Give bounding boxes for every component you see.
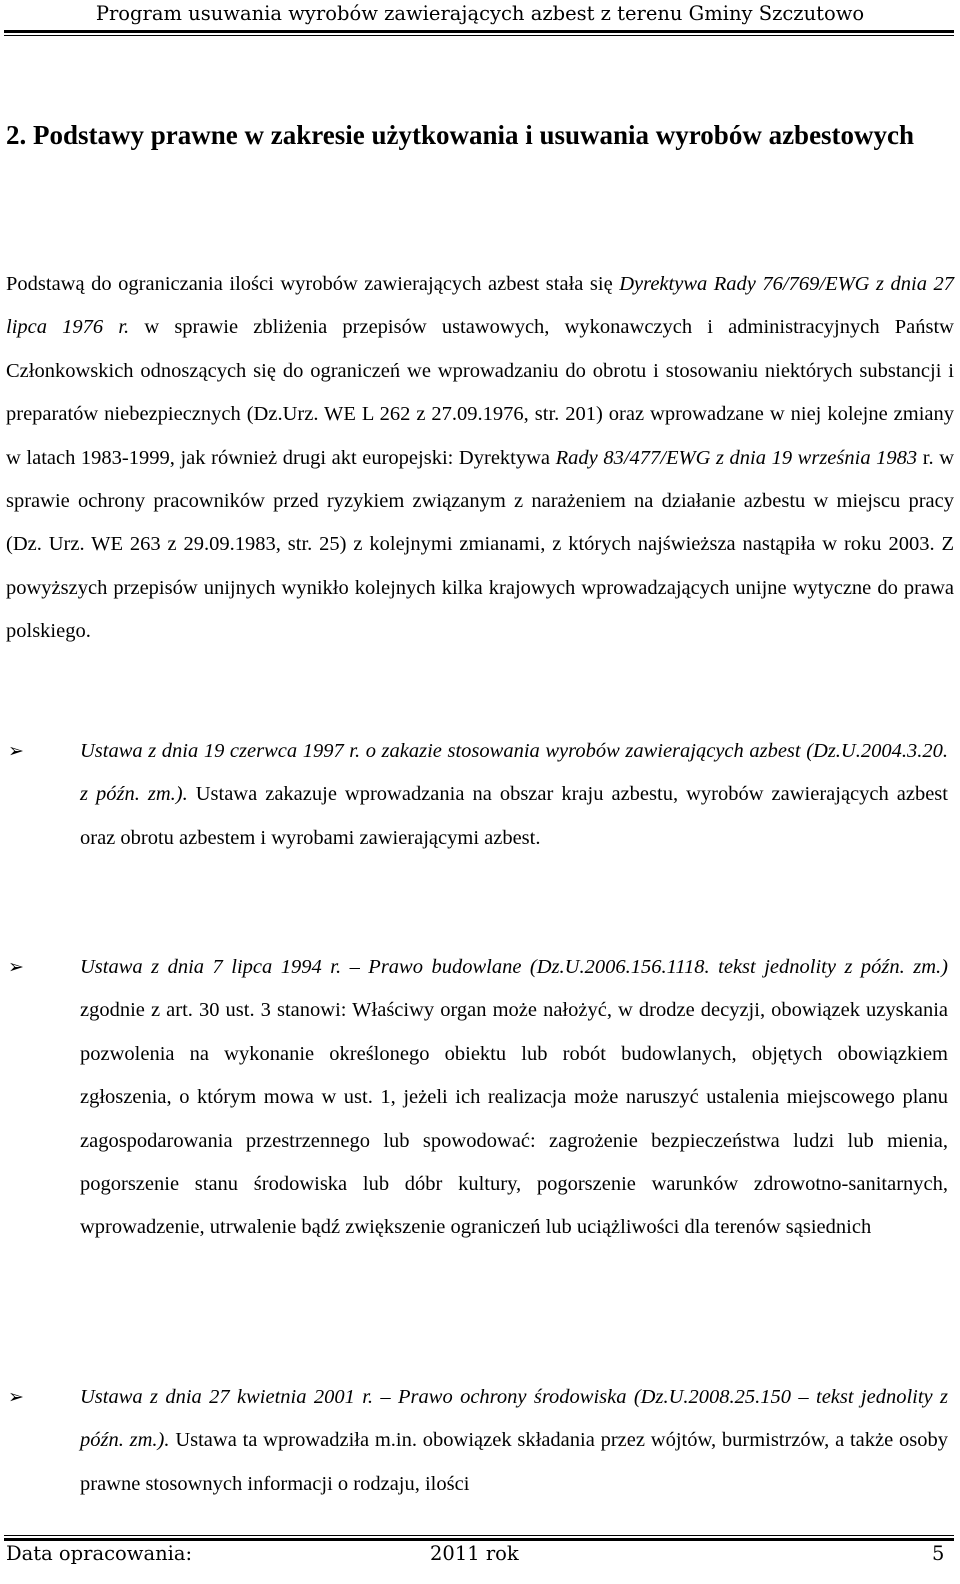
act-description: Ustawa ta wprowadziła m.in. obowiązek składania przez wójtów, burmistrzów, a także osoby prawne stosownych informacji o rodzaju, ilości (80, 1429, 948, 1495)
arrow-bullet-icon: ➢ (8, 956, 24, 978)
intro-directive-1: Dyrektywa Rady 76/769/EWG z dnia 27 lipca 1976 r. (6, 273, 954, 339)
list-item (8, 946, 948, 1250)
list-item (8, 730, 948, 860)
section-heading: 2. Podstawy prawne w zakresie użytkowania i usuwania wyrobów azbestowych (6, 120, 915, 150)
running-header: Program usuwania wyrobów zawierających azbest z terenu Gminy Szczutowo (95, 2, 865, 25)
header-divider (4, 30, 954, 36)
intro-text-1: Podstawą do ograniczania ilości wyrobów zawierających azbest stała się (6, 273, 620, 295)
list-item (8, 1376, 948, 1506)
page-number: 5 (932, 1542, 945, 1565)
footer-date-label: Data opracowania: (6, 1542, 193, 1565)
intro-text-2: w sprawie zbliżenia przepisów ustawowych, wykonawczych i administracyjnych Państw Członkowskich odnoszących się do ograniczeń we wprowadzaniu do obrotu i stosowaniu niektórych substancji i preparatów niebezpiecznych (Dz.Urz. WE L 262 z 27.09.1976, str. 201) oraz wprowadzane w niej kolejne zmiany w latach 1983-1999, jak również drugi akt europejski: Dyrektywa (6, 316, 954, 469)
arrow-bullet-icon: ➢ (8, 1386, 24, 1408)
act-title: Ustawa z dnia 27 kwietnia 2001 r. – Prawo ochrony środowiska (Dz.U.2008.25.150 – tekst jednolity z późn. zm.). (80, 1386, 948, 1452)
act-description: Ustawa zakazuje wprowadzania na obszar kraju azbestu, wyrobów zawierających azbest oraz obrotu azbestem i wyrobami zawierającymi azbest. (80, 783, 948, 849)
act-title: Ustawa z dnia 7 lipca 1994 r. – Prawo budowlane (Dz.U.2006.156.1118. tekst jednolity z późn. zm.) (80, 956, 948, 978)
intro-directive-2: Rady 83/477/EWG z dnia 19 września 1983 (555, 446, 918, 469)
intro-paragraph (6, 263, 954, 654)
intro-text-3: r. w sprawie ochrony pracowników przed ryzykiem związanym z narażeniem na działanie azbestu w miejscu pracy (Dz. Urz. WE 263 z 29.09.1983, str. 25) z kolejnymi zmianami, z których najświeższa nastąpiła w roku 2003. Z powyższych przepisów unijnych wynikło kolejnych kilka krajowych wprowadzających unijne wytyczne do prawa polskiego. (6, 446, 955, 643)
act-description: zgodnie z art. 30 ust. 3 stanowi: Właściwy organ może nałożyć, w drodze decyzji, obowiązek uzyskania pozwolenia na wykonanie określonego obiektu lub robót budowlanych, objętych obowiązkiem zgłoszenia, o którym mowa w ust. 1, jeżeli ich realizacja może naruszyć ustalenia miejscowego planu zagospodarowania przestrzennego lub spowodować: zagrożenie bezpieczeństwa ludzi lub mienia, pogorszenie stanu środowiska lub dóbr kultury, pogorszenie warunków zdrowotno-sanitarnych, wprowadzenie, utrwalenie bądź zwiększenie ograniczeń lub uciążliwości dla terenów sąsiednich (80, 999, 948, 1239)
act-title: Ustawa z dnia 19 czerwca 1997 r. o zakazie stosowania wyrobów zawierających azbest (Dz.U.2004.3.20. z późn. zm.). (80, 740, 948, 806)
arrow-bullet-icon: ➢ (8, 740, 24, 762)
footer-year: 2011 rok (430, 1542, 519, 1565)
